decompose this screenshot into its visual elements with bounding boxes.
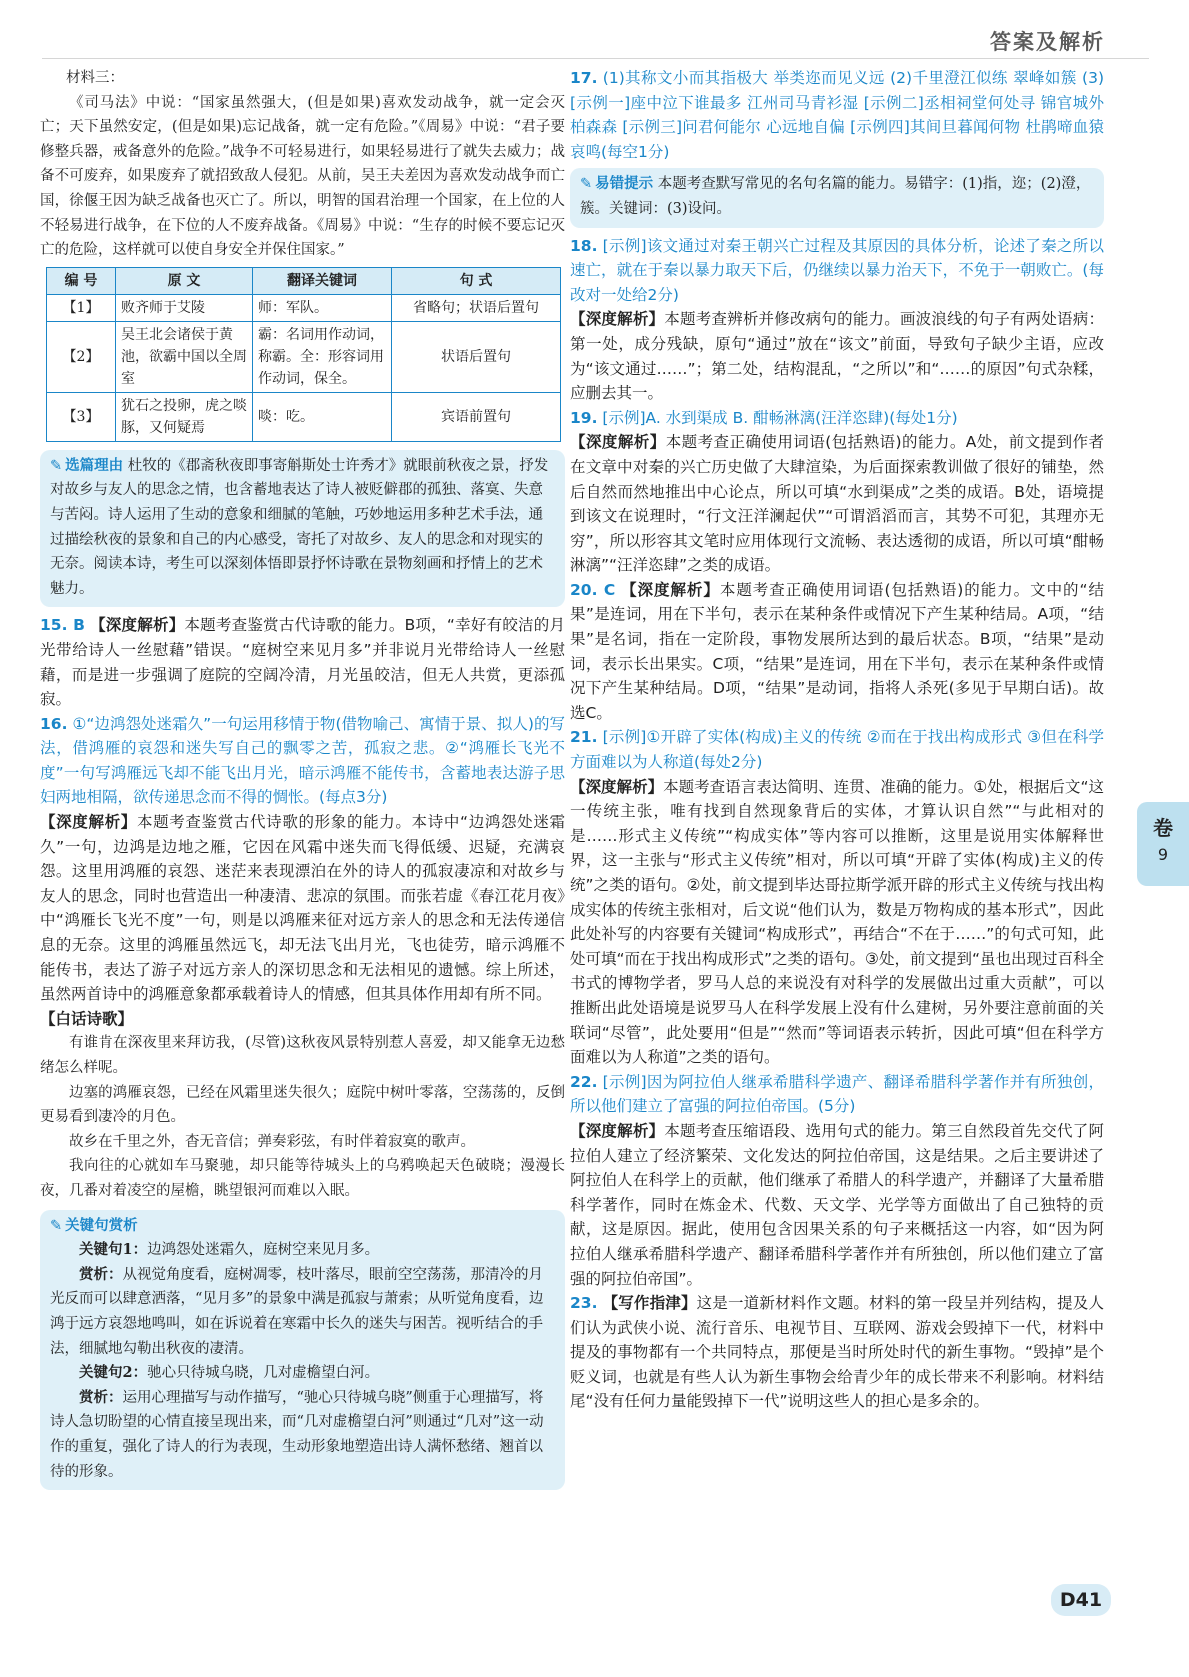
volume-label: 卷 <box>1153 816 1173 840</box>
q21-answer <box>570 725 1104 774</box>
q19-analysis-text: 本题考查正确使用词语(包括熟语)的能力。A处，前文提到作者在文章中对秦的兴亡历史做了大肆渲染，为后面探索教训做了很好的铺垫，然后自然而然地推出中心论点，所以可填“水到渠成”之类的成语。B处，语境提到该文在说理时，“行文汪洋澜起伏”“可谓滔滔而言，其势不可犯，其理亦无穷”，所以形容其文笔时应用体现行文流畅、表达透彻的成语，所以可填“酣畅淋漓”“汪洋恣肆”之类的成语。 <box>570 433 1104 575</box>
table-cell: 状语后置句 <box>392 321 561 392</box>
q17-number: 17. <box>570 69 598 87</box>
table-cell: 宾语前置句 <box>392 392 561 441</box>
header-title: 答案及解析 <box>990 30 1105 54</box>
table-cell: 败齐师于艾陵 <box>116 294 253 321</box>
q16-analysis-text: 本题考查鉴赏古代诗歌的形象的能力。本诗中“边鸿怨处迷霜久”一句，边鸿是边地之雁，它因在风霜中迷失而飞得低缓、迟疑，充满哀怨。这里用鸿雁的哀怨、迷茫来表现漂泊在外的诗人的孤寂凄凉和对故乡与友人的思念，同时也营造出一种凄清、悲凉的氛围。而张若虚《春江花月夜》中“鸿雁长飞光不度”一句，则是以鸿雁来征对远方亲人的思念和无法传递信息的无奈。这里的鸿雁虽然远飞，却无法飞出月光，飞也徒劳，暗示鸿雁不能传书，表达了游子对远方亲人的深切思念和无法相见的遗憾。综上所述，虽然两首诗中的鸿雁意象都承载着诗人的情感，但其具体作用却有所不同。 <box>40 813 565 1004</box>
q19-analysis <box>570 430 1104 578</box>
q18-analysis-text: 本题考查辨析并修改病句的能力。画波浪线的句子有两处语病：第一处，成分残缺，原句“通过”放在“该文”前面，导致句子缺少主语，应改为“该文通过……”；第二处，结构混乱，“之所以”和“……的原因”句式杂糅，应删去其一。 <box>570 310 1104 403</box>
tip-text: 本题考查默写常见的名句名篇的能力。易错字：(1)指，迩；(2)澄，簇。关键词：(3)设问。 <box>580 176 1091 217</box>
table-header-row <box>47 267 561 294</box>
tip-label: 易错提示 <box>595 176 654 193</box>
table-cell: 【3】 <box>47 392 116 441</box>
reason-label: 选篇理由 <box>65 457 124 474</box>
table-cell: 吴王北会诸侯于黄池，欲霸中国以全周室 <box>116 321 253 392</box>
q22-answer <box>570 1070 1104 1119</box>
table-header: 翻译关键词 <box>253 267 392 294</box>
table-cell: 【2】 <box>47 321 116 392</box>
appreciation-2: 运用心理描写与动作描写，“驰心只待城乌晓”侧重于心理描写，将诗人急切盼望的心情直接呈现出来，而“几对虚檐望白河”则通过“几对”这一动作的重复，强化了诗人的行为表现，生动形象地塑造出诗人满怀愁绪、翘首以待的形象。 <box>50 1389 544 1480</box>
q21-analysis-text: 本题考查语言表达简明、连贯、准确的能力。①处，根据后文“这一传统主张，唯有找到自然现象背后的实体，才算认识自然”“与此相对的是……形式主义传统”“构成实体”等内容可以推断，这里是说用实体解释世界，这一主张与“形式主义传统”相对，所以可填“开辟了实体(构成)主义的传统”之类的语句。②处，前文提到毕达哥拉斯学派开辟的形式主义传统与找出构成实体的传统主张相对，后文说“他们认为，数是万物构成的基本形式”，因此此处补写的内容要有关键词“构成形式”，再结合“不在于……”的句式可知，此处可填“而在于找出构成形式”之类的语句。③处，前文提到“虽也出现过百科全书式的博物学者，罗马人总的来说没有对科学的发展做出过重大贡献”，可以推断出此处语境是说罗马人在科学发展上没有什么建树，另外要注意前面的关联词“尽管”，此处要用“但是”“然而”等词语表示转折，因此可填“但在科学方面难以为人称道”之类的语句。 <box>570 777 1104 1067</box>
q20-analysis-text: 本题考查正确使用词语(包括熟语)的能力。文中的“结果”是连词，用在下半句，表示在某种条件或情况下产生某种结局。A项，“结果”是名词，指在一定阶段，事物发展所达到的最后状态。B项，“结果”是动词，表示长出果实。C项，“结果”是连词，用在下半句，表示在某种条件或情况下产生某种结局。D项，“结果”是动词，指将人杀死(多见于早期白话)。故选C。 <box>570 580 1104 722</box>
q22-analysis-text: 本题考查压缩语段、选用句式的能力。第三自然段首先交代了阿拉伯人建立了经济繁荣、文化发达的阿拉伯帝国，这是结果。之后主要讲述了阿拉伯人在科学上的贡献，他们继承了希腊人的科学遗产，并翻译了大量希腊科学著作，同时在炼金术、代数、天文学、光学等方面做出了自己独特的贡献，这是原因。据此，使用包含因果关系的句子来概括这一内容，如“因为阿拉伯人继承希腊科学遗产、翻译希腊科学著作并有所独创，所以他们建立了富强的阿拉伯帝国”。 <box>570 1121 1104 1288</box>
q20 <box>570 578 1104 726</box>
volume-side-tab <box>1137 802 1189 886</box>
table-row <box>47 392 561 441</box>
table-cell: 【1】 <box>47 294 116 321</box>
reason-text: 杜牧的《郡斋秋夜即事寄斛斯处士许秀才》就眼前秋夜之景，抒发对故乡与友人的思念之情，也含蓄地表达了诗人被贬僻郡的孤独、落寞、失意与苦闷。诗人运用了生动的意象和细腻的笔触，巧妙地运用多种艺术手法，通过描绘秋夜的景象和自己的内心感受，寄托了对故乡、友人的思念和对现实的无奈。阅读本诗，考生可以深刻体悟即景抒怀诗歌在景物刻画和抒情上的艺术魅力。 <box>50 457 549 597</box>
table-cell: 啖：吃。 <box>253 392 392 441</box>
q20-tag: 【深度解析】 <box>621 580 720 599</box>
key-sentence-box <box>40 1210 565 1491</box>
q16-number: 16. <box>40 714 68 733</box>
reason-box <box>40 450 565 608</box>
q23-tag: 【写作指津】 <box>602 1294 697 1313</box>
poem-line: 有谁肯在深夜里来拜访我，(尽管)这秋夜风景特别惹人喜爱，却又能拿无边愁绪怎么样呢。 <box>40 1035 565 1076</box>
q18-analysis <box>570 307 1104 405</box>
q16-answer <box>40 712 565 810</box>
q23-number: 23. <box>570 1294 598 1313</box>
table-cell: 省略句；状语后置句 <box>392 294 561 321</box>
right-column <box>570 66 1104 1414</box>
q15-text: 本题考查鉴赏古代诗歌的能力。B项，“幸好有皎洁的月光带给诗人一丝慰藉”错误。“庭树空来见月多”并非说月光带给诗人一丝慰藉，而是进一步强调了庭院的空阔冷清，月光虽皎洁，但无人共赏，更添孤寂。 <box>40 616 565 709</box>
q17 <box>570 66 1104 164</box>
poem-line: 我向往的心就如车马聚驰，却只能等待城头上的乌鸦唤起天色破晓；漫漫长夜，几番对着凌空的屋檐，眺望银河而难以入眠。 <box>40 1158 565 1199</box>
q19-tag: 【深度解析】 <box>570 433 666 452</box>
table-cell: 师：军队。 <box>253 294 392 321</box>
table-header: 编 号 <box>47 267 116 294</box>
key-box-label: 关键句赏析 <box>65 1217 138 1234</box>
key-sentence-1-tag: 关键句1： <box>79 1241 148 1259</box>
poem-line: 边塞的鸿雁哀怨，已经在风霜里迷失很久；庭院中树叶零落，空荡荡的，反倒更易看到凄冷的月色。 <box>40 1084 565 1126</box>
material-title: 材料三： <box>66 70 124 86</box>
q22-number: 22. <box>570 1072 598 1091</box>
q16-analysis <box>40 810 565 1007</box>
q17-answer: (1)其称文小而其指极大 举类迩而见义远 (2)千里澄江似练 翠峰如簇 (3)[示例一]座中泣下谁最多 江州司马青衫湿 [示例二]丞相祠堂何处寻 锦官城外柏森森 [示例三]问君何能尔 心远地自偏 [示例四]其间旦暮闻何物 杜鹃啼血猿哀鸣(每空1分) <box>570 69 1104 161</box>
key-sentence-2: 驰心只待城乌晓，几对虚檐望白河。 <box>147 1365 380 1382</box>
q15-tag: 【深度解析】 <box>90 616 185 635</box>
appreciation-1-tag: 赏析： <box>79 1265 123 1283</box>
q19-number: 19. <box>570 408 598 427</box>
translation-table <box>46 267 561 442</box>
material-body: 《司马法》中说：“国家虽然强大，(但是如果)喜欢发动战争，就一定会灭亡；天下虽然安定，(但是如果)忘记战备，就一定有危险。”《周易》中说：“君子要修整兵器，戒备意外的危险。”战争不可轻易进行，如果轻易进行了就失去威力；战备不可废弃，如果废弃了就招致敌人侵犯。从前，吴王夫差因为喜欢发动战争而亡国，徐偃王因为缺乏战备也灭亡了。所以，明智的国君治理一个国家，在上位的人不轻易进行战争，在下位的人不废弃战备。《周易》中说：“生存的时候不要忘记灭亡的危险，这样就可以使自身安全并保住国家。” <box>40 94 565 259</box>
table-header: 原 文 <box>116 267 253 294</box>
q18-number: 18. <box>570 236 598 255</box>
q21-answer-text: [示例]①开辟了实体(构成)主义的传统 ②而在于找出构成形式 ③但在科学方面难以为人称道(每处2分) <box>570 728 1104 772</box>
q15 <box>40 613 565 711</box>
pen-icon: ✎ <box>50 1217 63 1234</box>
q21-tag: 【深度解析】 <box>570 777 664 796</box>
q23 <box>570 1291 1104 1414</box>
appreciation-1: 从视觉角度看，庭树凋零，枝叶落尽，眼前空空荡荡，那清冷的月光反而可以肆意洒落，“见月多”的景象中满是孤寂与萧索；从听觉角度看，边鸿于远方哀怨地鸣叫，如在诉说着在寒霜中长久的迷失与困苦。视听结合的手法，细腻地勾勒出秋夜的凄清。 <box>50 1266 544 1357</box>
key-sentence-2-tag: 关键句2： <box>79 1364 148 1382</box>
table-header: 句 式 <box>392 267 561 294</box>
poem-tag: 【白话诗歌】 <box>40 1009 134 1028</box>
q19-answer <box>570 406 1104 431</box>
q23-analysis-text: 这是一道新材料作文题。材料的第一段呈并列结构，提及人们认为武侠小说、流行音乐、电视节目、互联网、游戏会毁掉下一代，材料中提及的事物都有一个共同特点，那便是当时所处时代的新生事物。“毁掉”是个贬义词，也就是有些人认为新生事物会给青少年的成长带来不利影响。材料结尾“没有任何力量能毁掉下一代”说明这些人的担心是多余的。 <box>570 1294 1104 1411</box>
pen-icon: ✎ <box>50 457 63 474</box>
page-number: D41 <box>1051 1584 1111 1616</box>
table-row <box>47 321 561 392</box>
q22-tag: 【深度解析】 <box>570 1121 665 1140</box>
tip-box <box>570 168 1104 227</box>
q21-analysis <box>570 775 1104 1070</box>
q18-answer <box>570 234 1104 308</box>
key-sentence-1: 边鸿怨处迷霜久，庭树空来见月多。 <box>147 1242 380 1259</box>
q16-answer-text: ①“边鸿怨处迷霜久”一句运用移情于物(借物喻己、寓情于景、拟人)的写法，借鸿雁的哀怨和迷失写自己的飘零之苦，孤寂之悲。②“鸿雁长飞光不度”一句写鸿雁远飞却不能飞出月光，暗示鸿雁不能传书，含蓄地表达游子思妇两地相隔，欲传递思念而不得的惆怅。(每点3分) <box>40 714 565 807</box>
q22-answer-text: [示例]因为阿拉伯人继承希腊科学遗产、翻译希腊科学著作并有所独创，所以他们建立了富强的阿拉伯帝国。(5分) <box>570 1072 1104 1116</box>
q18-answer-text: [示例]该文通过对秦王朝兴亡过程及其原因的具体分析，论述了秦之所以速亡，就在于秦以暴力取天下后，仍继续以暴力治天下，不免于一朝败亡。(每改对一处给2分) <box>570 236 1104 304</box>
header-divider <box>42 58 1149 59</box>
q18-tag: 【深度解析】 <box>570 310 665 329</box>
left-column <box>40 66 565 1496</box>
q19-answer-text: [示例]A. 水到渠成 B. 酣畅淋漓(汪洋恣肆)(每处1分) <box>602 408 958 427</box>
appreciation-2-tag: 赏析： <box>79 1388 123 1406</box>
q15-number: 15. B <box>40 616 85 635</box>
q16-tag: 【深度解析】 <box>40 813 137 832</box>
volume-number: 9 <box>1157 845 1169 864</box>
q22-analysis <box>570 1119 1104 1291</box>
q20-number: 20. C <box>570 580 616 599</box>
table-cell: 霸：名词用作动词，称霸。全：形容词用作动词，保全。 <box>253 321 392 392</box>
table-row <box>47 294 561 321</box>
poem-line: 故乡在千里之外，杳无音信；弹奏彩弦，有时伴着寂寞的歌声。 <box>69 1133 475 1150</box>
q21-number: 21. <box>570 728 598 747</box>
table-cell: 犹石之投卵，虎之啖豚，又何疑焉 <box>116 392 253 441</box>
pen-icon: ✎ <box>580 176 593 193</box>
